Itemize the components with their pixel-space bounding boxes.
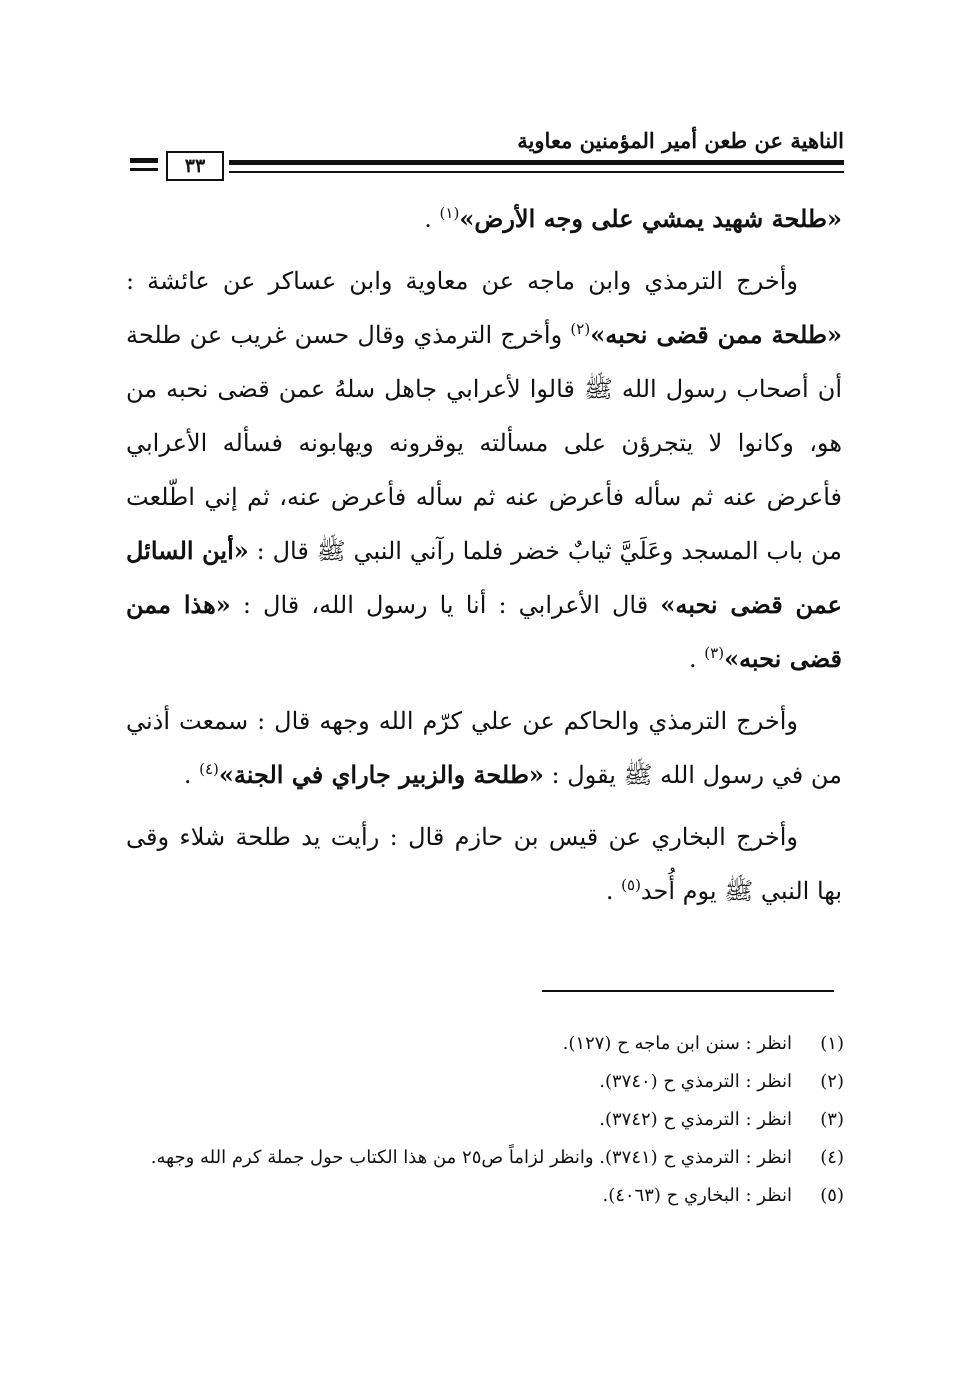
footnote-text: انظر : الترمذي ح (٣٧٤١). وانظر لزاماً ص٢٥ من هذا الكتاب حول جملة كرم الله وجهه. — [150, 1147, 792, 1168]
running-header-title: الناهية عن طعن أمير المؤمنين معاوية — [517, 128, 844, 153]
header-rule-thin — [229, 171, 844, 173]
hadith-quote: «طلحة شهيد يمشي على وجه الأرض» — [459, 204, 842, 233]
paragraph-text: وأخرج البخاري عن قيس بن حازم قال : رأيت يد طلحة شلاء وقى بها النبي ﷺ يوم أُحد — [126, 823, 842, 905]
paragraph-text: وأخرج الترمذي والحاكم عن علي كرّم الله وجهه قال : سمعت أذني من في رسول الله ﷺ يقول : — [126, 707, 842, 789]
footnote-item — [124, 1025, 844, 1063]
footnote-item — [124, 1177, 844, 1215]
footnote-ref: (٤) — [199, 760, 219, 778]
paragraph-1 — [126, 192, 842, 246]
hadith-quote: «طلحة والزبير جاراي في الجنة» — [218, 760, 544, 789]
paragraph-4 — [126, 810, 842, 918]
footnote-number: (١) — [820, 1033, 844, 1054]
footnote-number: (٥) — [820, 1185, 844, 1206]
paragraph-text: وأخرج الترمذي وقال حسن غريب عن طلحة أن أصحاب رسول الله ﷺ قالوا لأعرابي جاهل سلهُ عمن قضى نحبه من هو، وكانوا لا يتجرؤن على مسألته يوقرونه ويهابونه فسأله الأعرابي فأعرض عنه ثم سأله فأعرض عنه ثم سأله فأعرض عنه، ثم إني اطّلعت من باب المسجد وعَلَيَّ ثيابٌ خضر فلما رآني النبي ﷺ قال : — [126, 321, 842, 565]
footnote-number: (٤) — [820, 1147, 844, 1168]
header-dash-bottom — [130, 168, 158, 171]
footnote-number: (٣) — [820, 1109, 844, 1130]
hadith-quote: «هذا ممن قضى نحبه» — [126, 590, 842, 673]
footnote-ref: (١) — [439, 204, 460, 222]
paragraph-end: . — [689, 645, 705, 673]
footnote-item — [124, 1139, 844, 1177]
header-dash-top — [130, 158, 158, 163]
footnote-item — [124, 1101, 844, 1139]
footnote-separator — [542, 990, 834, 992]
paragraph-3 — [126, 694, 842, 802]
hadith-quote: «طلحة ممن قضى نحبه» — [590, 320, 843, 349]
footnote-ref: (٥) — [621, 876, 641, 894]
footnote-item — [124, 1063, 844, 1101]
footnote-text: انظر : الترمذي ح (٣٧٤٢). — [599, 1109, 792, 1130]
hadith-quote: «أين السائل عمن قضى نحبه» — [126, 536, 843, 619]
footnote-ref: (٣) — [704, 644, 725, 662]
paragraph-end: . — [424, 205, 440, 233]
paragraph-end: . — [183, 761, 200, 789]
paragraph-text: وأخرج الترمذي وابن ماجه عن معاوية وابن عساكر عن عائشة : — [126, 267, 798, 295]
footnote-text: انظر : الترمذي ح (٣٧٤٠). — [599, 1071, 792, 1092]
paragraph-text: قال الأعرابي : أنا يا رسول الله، قال : — [230, 591, 661, 619]
footnote-text: انظر : البخاري ح (٤٠٦٣). — [602, 1185, 792, 1206]
main-text — [126, 192, 842, 926]
paragraph-end: . — [605, 877, 622, 905]
page-number-box: ٣٣ — [166, 151, 224, 181]
footnotes — [124, 1025, 844, 1215]
paragraph-2 — [126, 254, 842, 686]
header-rule-thick — [229, 160, 844, 165]
footnote-text: انظر : سنن ابن ماجه ح (١٢٧). — [562, 1033, 792, 1054]
footnote-number: (٢) — [820, 1071, 844, 1092]
footnote-ref: (٢) — [570, 320, 591, 338]
